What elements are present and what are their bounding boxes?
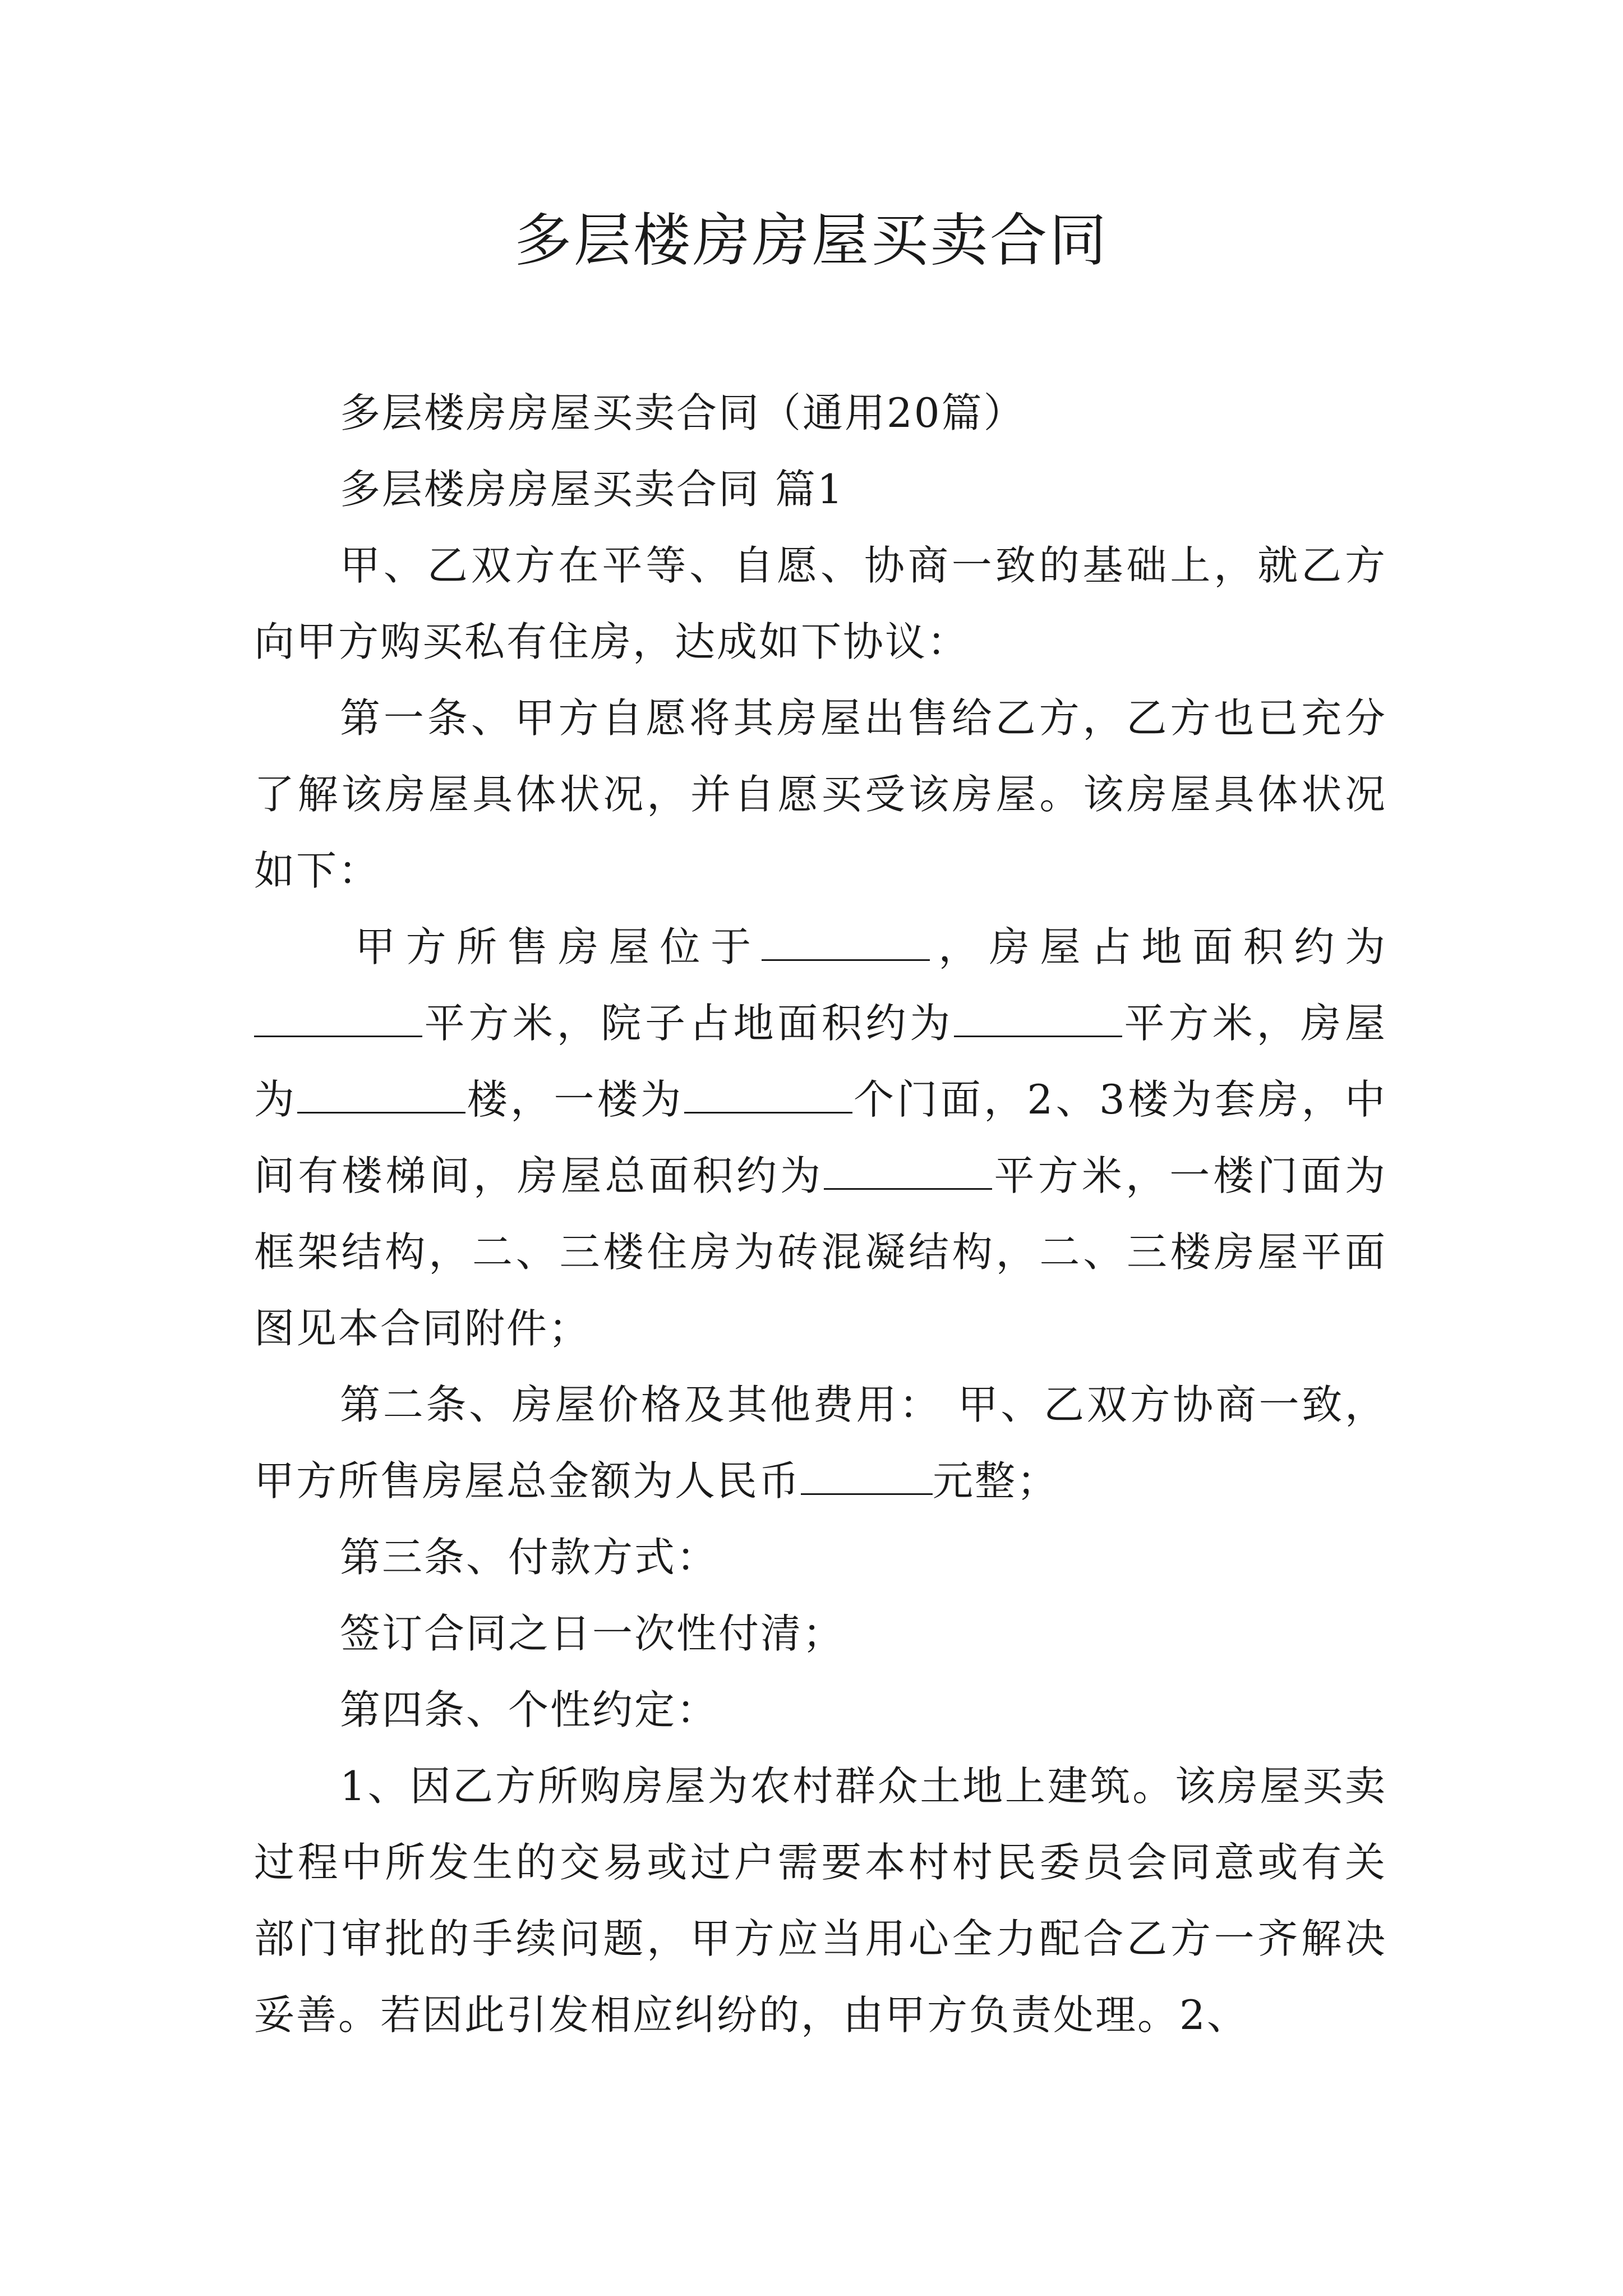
property-text-7: 平方米，一楼门面为框架结构，二、三楼住房为砖混凝结构，二、三楼房屋平面图见本合同附件； xyxy=(254,1152,1387,1352)
article-4-paragraph: 第四条、个性约定： xyxy=(340,1686,719,1733)
property-text-4: 平方米，房屋为 xyxy=(254,1000,1387,1123)
property-description-paragraph xyxy=(254,909,1387,1366)
shopfront-count-blank xyxy=(684,1073,852,1114)
floors-blank xyxy=(297,1073,465,1114)
price-blank xyxy=(801,1454,933,1495)
document-body xyxy=(254,375,1387,2053)
document-subtitle: 多层楼房房屋买卖合同（通用20篇） xyxy=(340,389,1026,436)
property-text-5: 楼，一楼为 xyxy=(465,1076,684,1123)
property-text-2: ，房屋占地面积约为 xyxy=(929,923,1387,970)
property-text-1: 甲方所售房屋位于 xyxy=(355,923,762,970)
location-blank xyxy=(762,920,930,961)
total-area-blank xyxy=(824,1149,992,1190)
article-3-paragraph: 第三条、付款方式： xyxy=(340,1534,719,1581)
yard-area-blank xyxy=(954,996,1122,1037)
article-2-paragraph xyxy=(254,1366,1387,1519)
payment-paragraph: 签订合同之日一次性付清； xyxy=(340,1610,845,1657)
document-title: 多层楼房房屋买卖合同 xyxy=(514,208,1109,274)
article-1-paragraph: 第一条、甲方自愿将其房屋出售给乙方，乙方也已充分了解该房屋具体状况，并自愿买受该房屋。该房屋具体状况如下： xyxy=(254,694,1387,894)
section-heading: 多层楼房房屋买卖合同 篇1 xyxy=(340,466,845,513)
clause-1-paragraph: 1、因乙方所购房屋为农村群众土地上建筑。该房屋买卖过程中所发生的交易或过户需要本村村民委员会同意或有关部门审批的手续问题，甲方应当用心全力配合乙方一齐解决妥善。若因此引发相应纠纷的，由甲方负责处理。2、 xyxy=(254,1763,1387,2039)
article-2-text-2: 元整； xyxy=(933,1457,1059,1504)
land-area-blank xyxy=(254,996,422,1037)
article-2-text-1: 第二条、房屋价格及其他费用： 甲、乙双方协商一致，甲方所售房屋总金额为人民币 xyxy=(254,1381,1387,1504)
property-text-3: 平方米，院子占地面积约为 xyxy=(422,1000,954,1047)
property-text-6: 个门面，2、3楼为套房，中间有楼梯间，房屋总面积约为 xyxy=(254,1076,1387,1199)
intro-paragraph: 甲、乙双方在平等、自愿、协商一致的基础上，就乙方向甲方购买私有住房，达成如下协议： xyxy=(254,542,1387,665)
